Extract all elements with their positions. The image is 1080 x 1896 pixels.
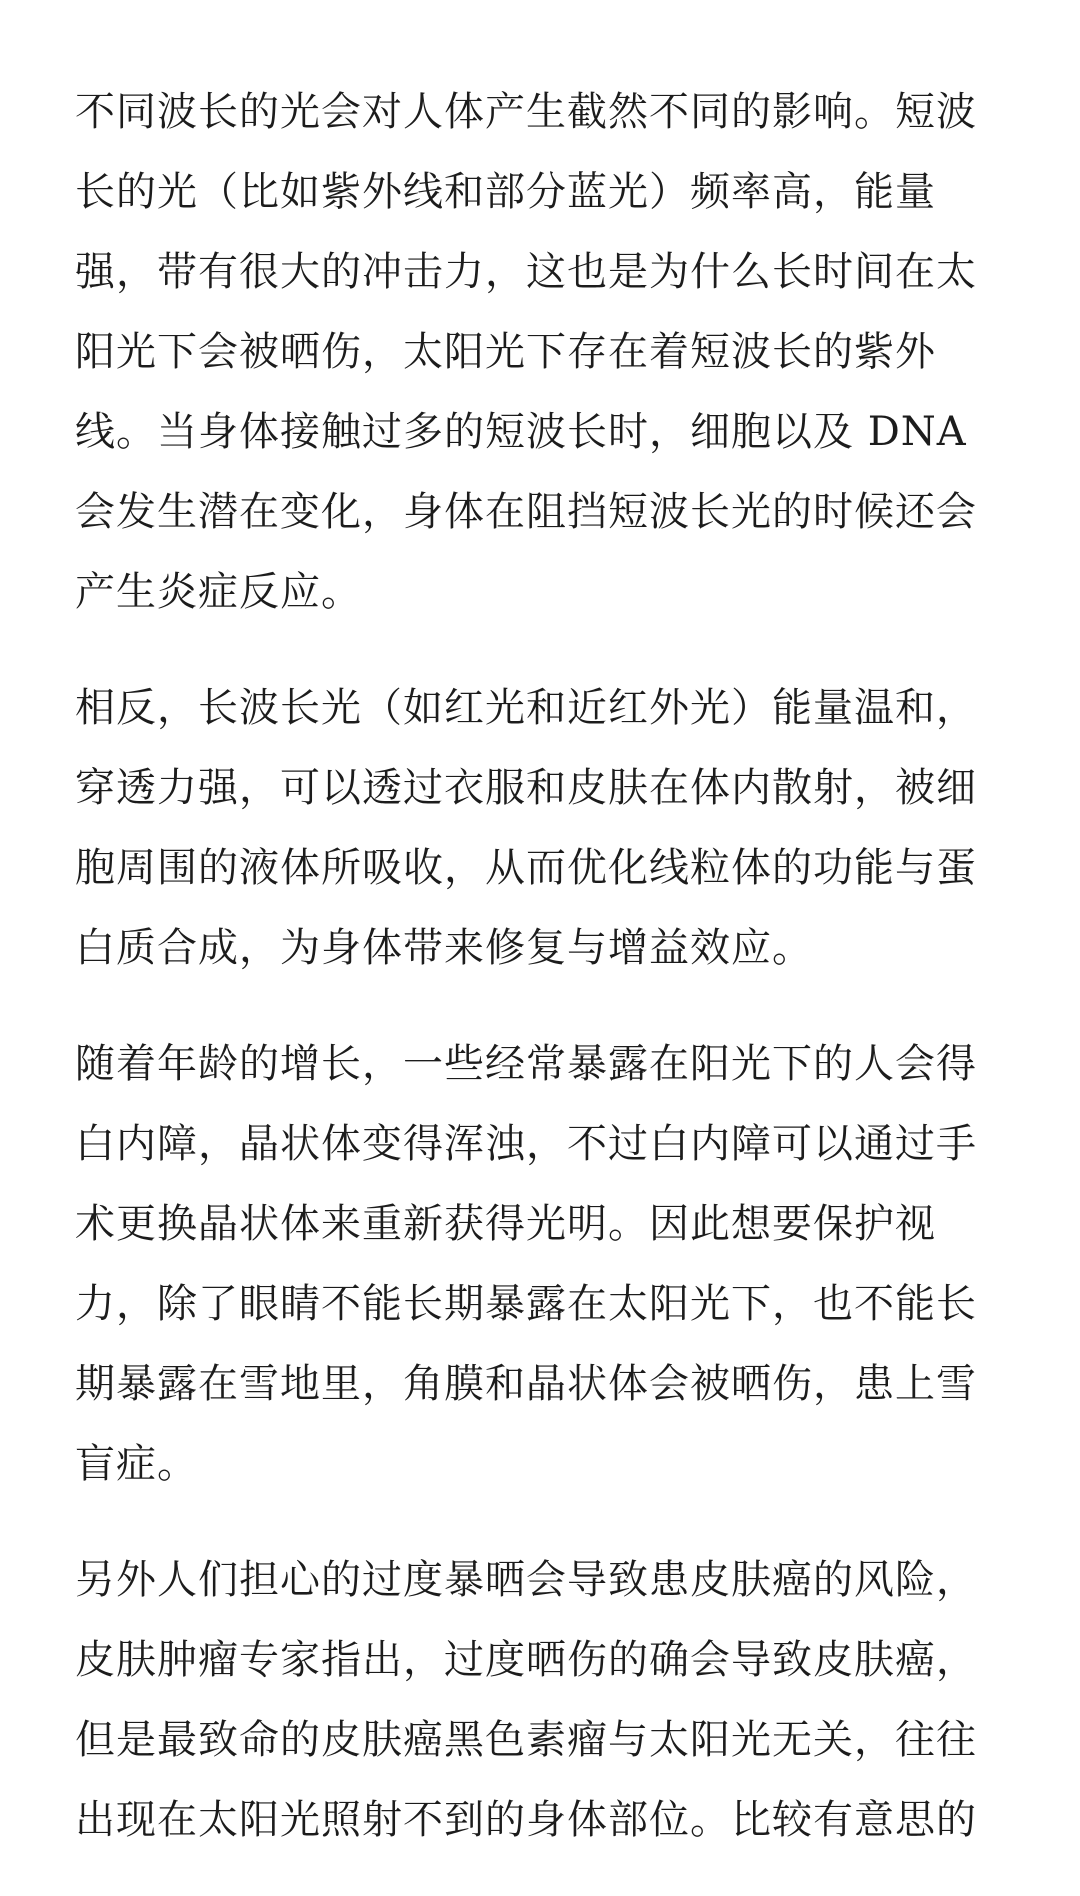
article-body: [75, 72, 1005, 1896]
paragraph-3: 随着年龄的增长，一些经常暴露在阳光下的人会得白内障，晶状体变得浑浊，不过白内障可以通过手术更换晶状体来重新获得光明。因此想要保护视力，除了眼睛不能长期暴露在太阳光下，也不能长期暴露在雪地里，角膜和晶状体会被晒伤，患上雪盲症。: [75, 1041, 977, 1487]
paragraph-2: 相反，长波长光（如红光和近红外光）能量温和，穿透力强，可以透过衣服和皮肤在体内散射，被细胞周围的液体所吸收，从而优化线粒体的功能与蛋白质合成，为身体带来修复与增益效应。: [75, 685, 977, 971]
paragraph-4: 另外人们担心的过度暴晒会导致患皮肤癌的风险，皮肤肿瘤专家指出，过度晒伤的确会导致皮肤癌，但是最致命的皮肤癌黑色素瘤与太阳光无关，往往出现在太阳光照射不到的身体部位。比较有意思的: [75, 1557, 977, 1843]
paragraph-1: 不同波长的光会对人体产生截然不同的影响。短波长的光（比如紫外线和部分蓝光）频率高，能量强，带有很大的冲击力，这也是为什么长时间在太阳光下会被晒伤，太阳光下存在着短波长的紫外线。当身体接触过多的短波长时，细胞以及 DNA 会发生潜在变化，身体在阻挡短波长光的时候还会产生炎症反应。: [75, 89, 977, 615]
